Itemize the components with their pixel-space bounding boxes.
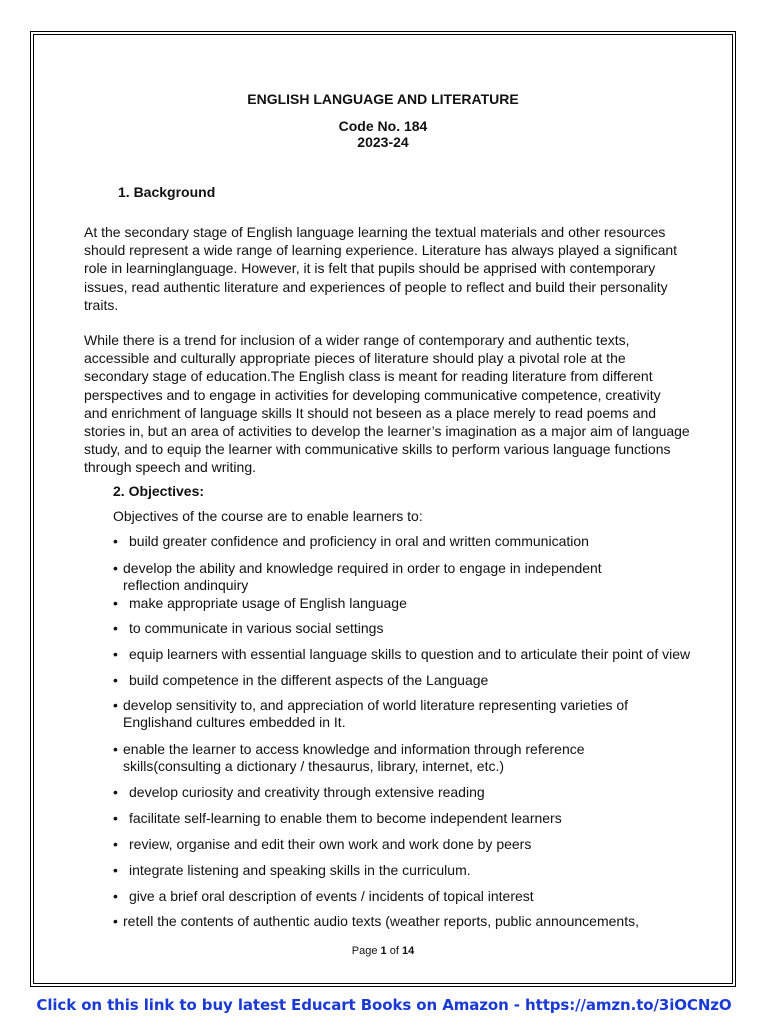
list-item-text: equip learners with essential language skills to question and to articulate their point of view [129,646,691,662]
list-item-text: enable the learner to access knowledge and information through reference [123,741,585,757]
list-item-text: review, organise and edit their own work and work done by peers [129,836,532,852]
paragraph-line: study, and to equip the learner with communicative skills to perform various language functions [84,441,671,458]
page-total: 14 [401,945,415,957]
bullet-icon: • [113,784,118,800]
list-item-text: to communicate in various social settings [129,620,384,636]
background-paragraph-2 [84,331,720,477]
section-heading-objectives: 2. Objectives: [113,483,205,499]
list-item [113,620,733,637]
list-item-text: develop the ability and knowledge required in order to engage in independent [123,560,602,576]
page-prefix: Page [351,945,381,957]
amazon-promo-link[interactable]: Click on this link to buy latest Educart Books on Amazon - https://amzn.to/3iOCNzO [36,996,732,1014]
list-item [113,913,733,930]
list-item-text: develop sensitivity to, and appreciation of world literature representing varieties of [123,697,629,713]
list-item-text: give a brief oral description of events / incidents of topical interest [129,888,534,904]
academic-year: 2023-24 [357,134,409,150]
page-current: 1 [380,945,387,957]
page-of: of [386,945,402,957]
bullet-icon: • [113,913,118,929]
paragraph-line: At the secondary stage of English language learning the textual materials and other resources [84,224,666,240]
bullet-icon: • [113,672,118,688]
list-item [113,862,733,879]
document-title: ENGLISH LANGUAGE AND LITERATURE [247,91,519,107]
list-item-text: integrate listening and speaking skills in the curriculum. [129,862,471,878]
list-item [113,836,733,853]
bullet-icon: • [113,595,118,611]
bullet-icon: • [113,888,118,904]
list-item-text: build greater confidence and proficiency in oral and written communication [129,533,589,549]
bullet-icon: • [113,646,118,662]
bullet-icon: • [113,862,118,878]
list-item-text: develop curiosity and creativity through extensive reading [129,784,485,800]
paragraph-line: stories in, but an area of activities to develop the learner’s imagination as a major aim of language [84,423,690,440]
list-item [113,533,733,550]
list-item [113,741,733,775]
bullet-icon: • [113,741,118,757]
list-item-text: Englishand cultures embedded in It. [123,714,346,730]
paragraph-line: issues, read authentic literature and experiences of people to reflect and build their personality [84,278,668,295]
bullet-icon: • [113,810,118,826]
bullet-icon: • [113,836,118,852]
list-item-text: retell the contents of authentic audio texts (weather reports, public announcements, [123,913,639,929]
paragraph-line: secondary stage of education.The English class is meant for reading literature from different [84,368,653,385]
list-item [113,697,733,731]
list-item [113,560,733,594]
paragraph-line: through speech and writing. [84,459,256,476]
list-item [113,646,735,663]
course-code: Code No. 184 [338,118,428,134]
list-item-text: facilitate self-learning to enable them to become independent learners [129,810,562,826]
paragraph-line: role in learninglanguage. However, it is felt that pupils should be apprised with contemporary [84,260,656,277]
bullet-icon: • [113,697,118,713]
paragraph-line: While there is a trend for inclusion of a wider range of contemporary and authentic texts, [84,332,630,348]
paragraph-line: and enrichment of language skills It should not beseen as a place merely to read poems and [84,404,657,421]
list-item [113,810,733,827]
list-item-text: build competence in the different aspects of the Language [129,672,489,688]
background-paragraph-1 [84,223,720,314]
section-heading-background: 1. Background [118,184,216,200]
paragraph-line: perspectives and to engage in activities for developing communicative competence, creativity [84,386,661,403]
list-item-text: skills(consulting a dictionary / thesaurus, library, internet, etc.) [123,758,505,774]
paragraph-line: traits. [84,296,119,313]
bullet-icon: • [113,560,118,576]
objectives-intro: Objectives of the course are to enable learners to: [113,508,423,524]
page-number [30,945,736,957]
list-item [113,888,733,905]
list-item [113,784,733,801]
paragraph-line: accessible and culturally appropriate pieces of literature should play a pivotal role at the [84,350,626,367]
list-item-text: reflection andinquiry [123,577,249,593]
bullet-icon: • [113,533,118,549]
paragraph-line: should represent a wide range of learning experience. Literature has always played a significant [84,242,678,259]
list-item [113,595,733,612]
bullet-icon: • [113,620,118,636]
list-item [113,672,733,689]
list-item-text: make appropriate usage of English language [129,595,407,611]
